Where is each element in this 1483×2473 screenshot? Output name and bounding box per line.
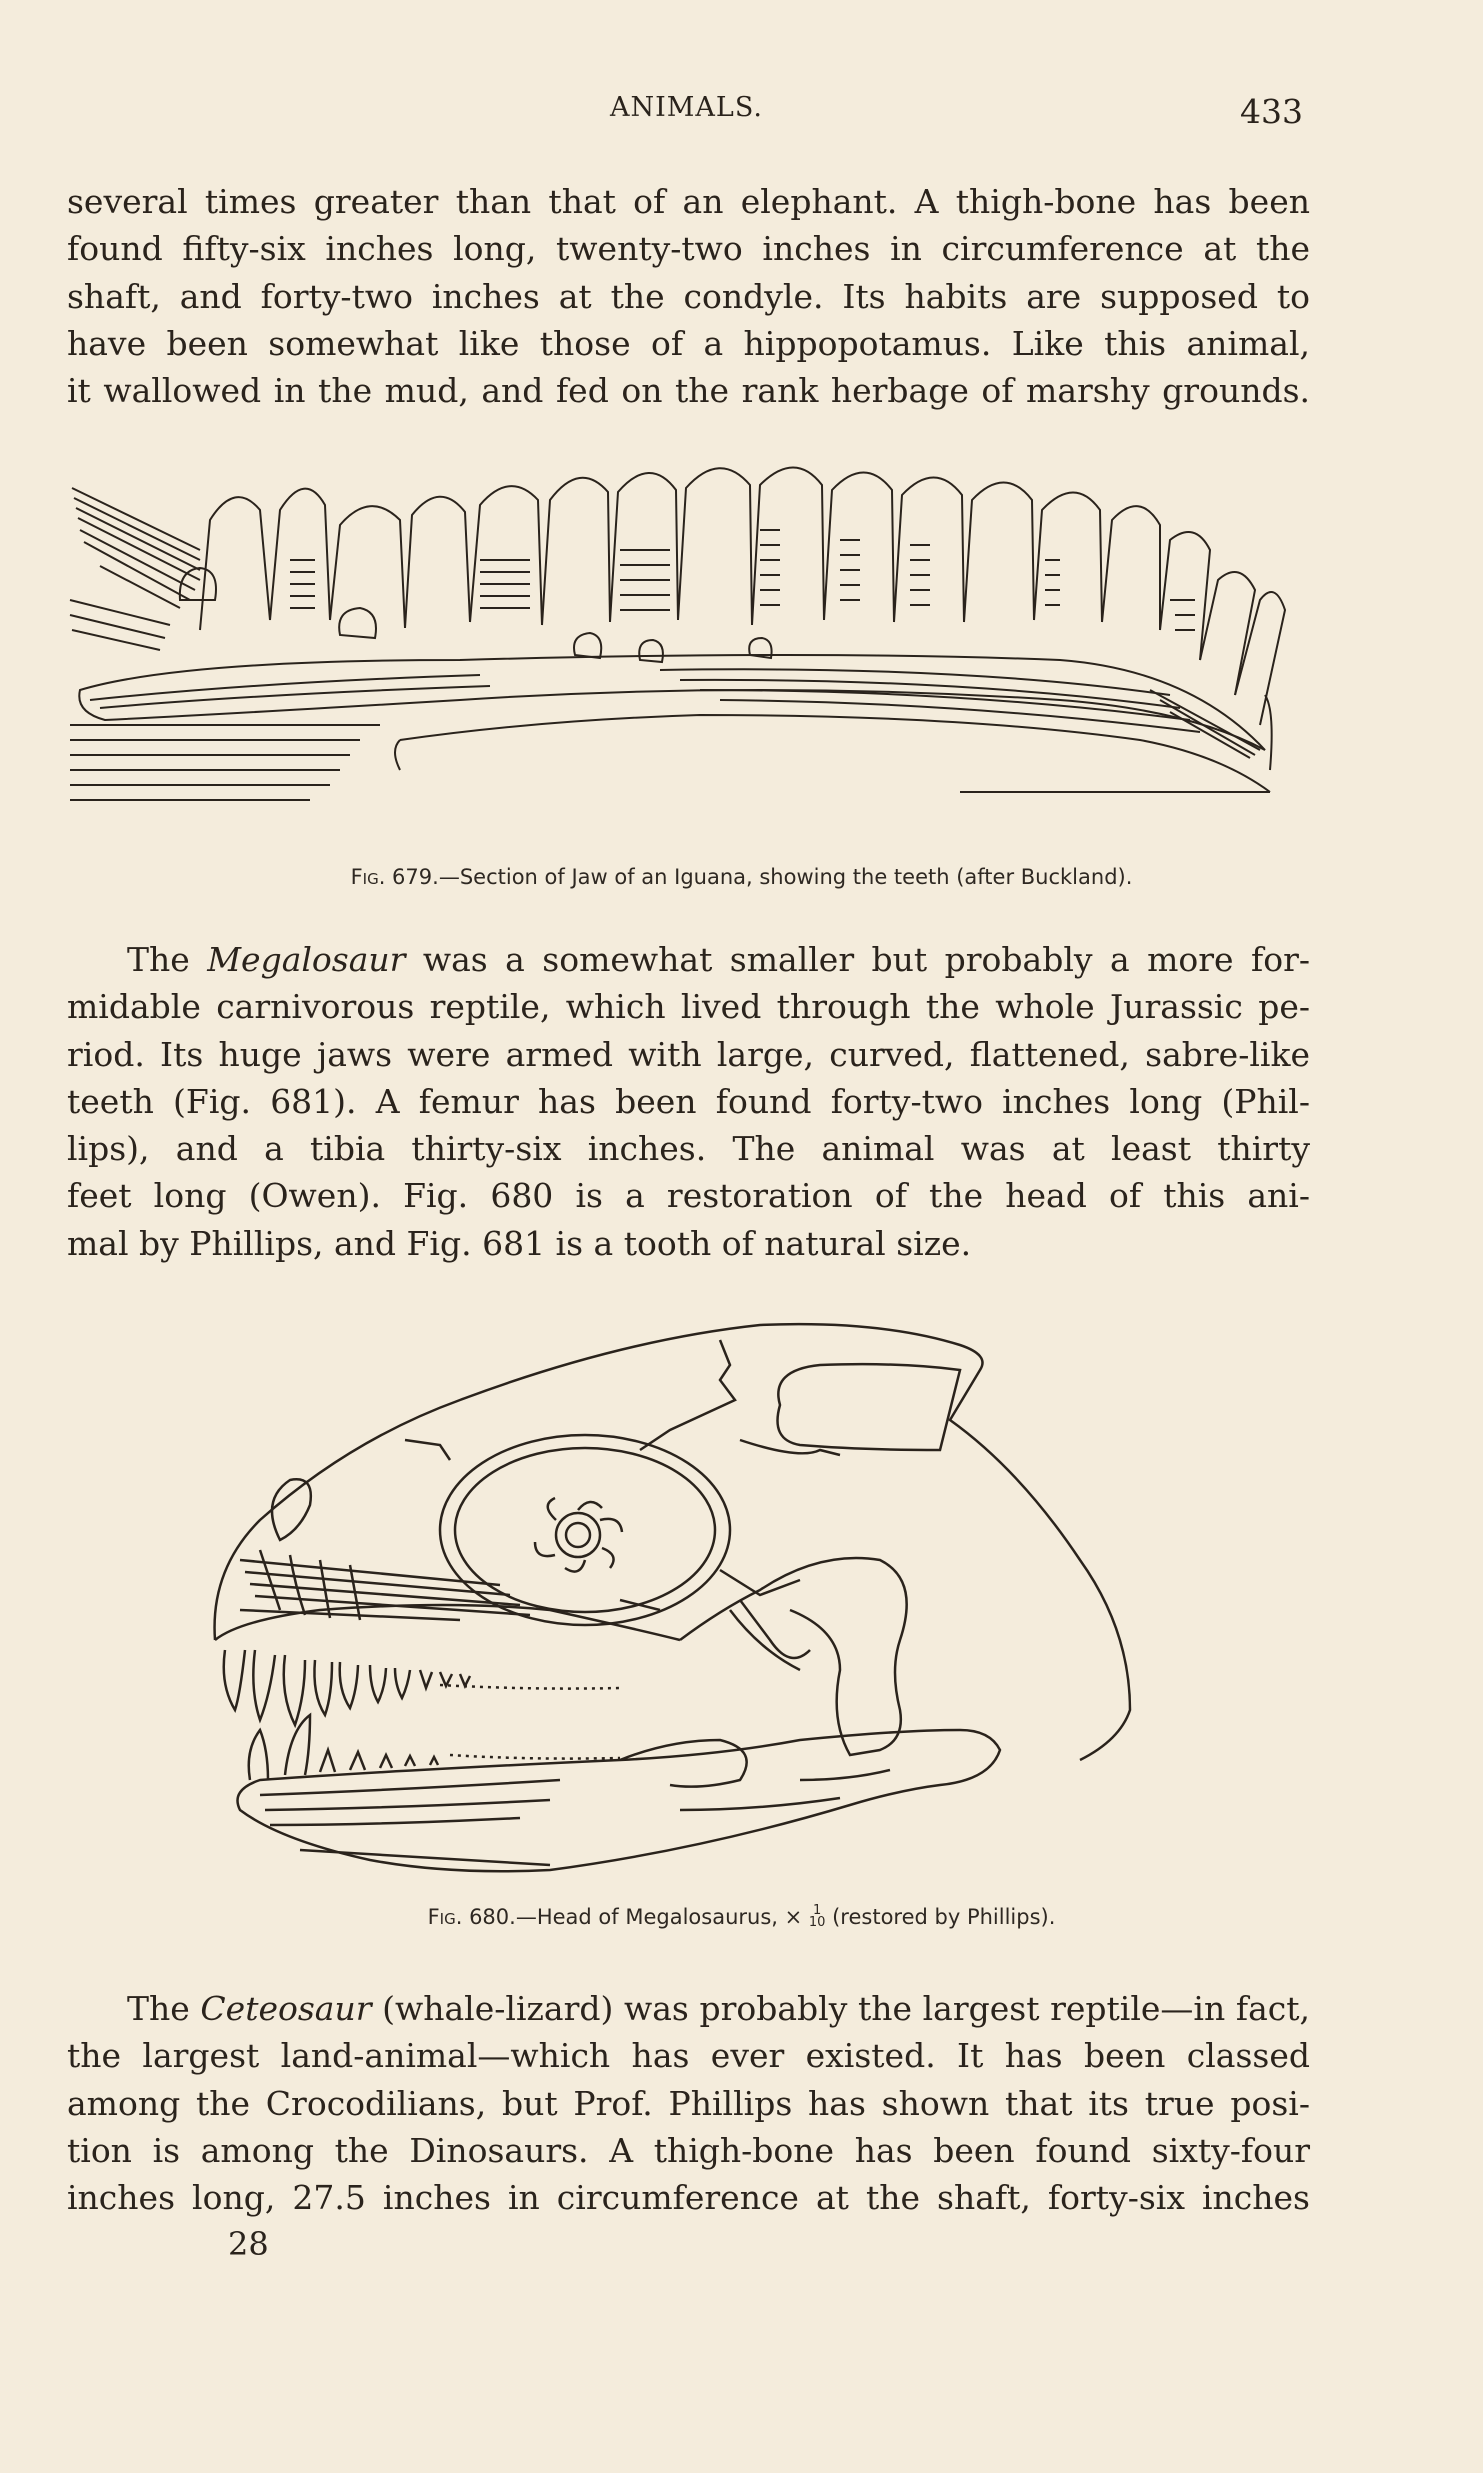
text-line: several times greater than that of an elephant. A thigh-bone has been xyxy=(67,182,1310,221)
text-line: teeth (Fig. 681). A femur has been found forty-two inches long (Phil- xyxy=(67,1081,1310,1121)
paragraph-megalosaur xyxy=(67,936,1310,1267)
text-line: lips), and a tibia thirty-six inches. The animal was at least thirty xyxy=(67,1129,1310,1169)
paragraph-elephant xyxy=(67,178,1310,414)
figure-label: Fig. 679. xyxy=(350,865,439,889)
signature-mark: 28 xyxy=(228,2225,269,2263)
italic-term: Ceteosaur xyxy=(200,1989,372,2028)
fig680-caption xyxy=(0,1905,1483,1929)
fig679-caption xyxy=(0,865,1483,889)
megalosaurus-head-figure xyxy=(200,1310,1180,1910)
page-number: 433 xyxy=(1240,92,1303,131)
text-line xyxy=(67,936,1310,983)
text-line: feet long (Owen). Fig. 680 is a restoration of the head of this ani- xyxy=(67,1176,1310,1216)
text-line: shaft, and forty-two inches at the condyle. Its habits are supposed to xyxy=(67,276,1310,316)
figure-caption-text: —Head of Megalosaurus, × xyxy=(515,1905,809,1929)
text-line: tion is among the Dinosaurs. A thigh-bone has been found sixty-four xyxy=(67,2130,1310,2170)
text-fragment: (whale-lizard) was probably the largest reptile—in fact, xyxy=(371,1989,1310,2028)
text-line: riod. Its huge jaws were armed with large, curved, flattened, sabre-like xyxy=(67,1034,1310,1074)
text-line: have been somewhat like those of a hippopotamus. Like this animal, xyxy=(67,323,1310,363)
text-line: found fifty-six inches long, twenty-two inches in circumference at the xyxy=(67,229,1310,269)
page-header xyxy=(0,92,1483,142)
text-fragment: The xyxy=(127,940,208,979)
text-line: midable carnivorous reptile, which lived through the whole Jurassic pe- xyxy=(67,987,1310,1027)
text-line: the largest land-animal—which has ever existed. It has been classed xyxy=(67,2036,1310,2076)
figure-label: Fig. 680. xyxy=(427,1905,516,1929)
figure-caption-text: (restored by Phillips). xyxy=(825,1905,1056,1929)
iguana-jaw-figure xyxy=(60,450,1320,845)
italic-term: Megalosaur xyxy=(207,940,406,979)
scale-fraction xyxy=(809,1905,826,1929)
text-line: inches long, 27.5 inches in circumference at the shaft, forty-six inches xyxy=(67,2178,1310,2218)
text-line: among the Crocodilians, but Prof. Phillips has shown that its true posi- xyxy=(67,2083,1310,2123)
text-line: mal by Phillips, and Fig. 681 is a tooth of natural size. xyxy=(67,1223,972,1263)
text-line: it wallowed in the mud, and fed on the rank herbage of marshy grounds. xyxy=(67,371,1310,411)
running-head: ANIMALS. xyxy=(610,92,763,123)
text-line xyxy=(67,1985,1310,2032)
text-fragment: The xyxy=(127,1989,201,2028)
fraction-denominator: 10 xyxy=(808,1915,826,1930)
text-fragment: was a somewhat smaller but probably a more for- xyxy=(405,940,1310,979)
paragraph-ceteosaur xyxy=(67,1985,1310,2221)
fraction-numerator: 1 xyxy=(813,1903,822,1918)
figure-caption-text: —Section of Jaw of an Iguana, showing the teeth (after Buckland). xyxy=(438,865,1133,889)
